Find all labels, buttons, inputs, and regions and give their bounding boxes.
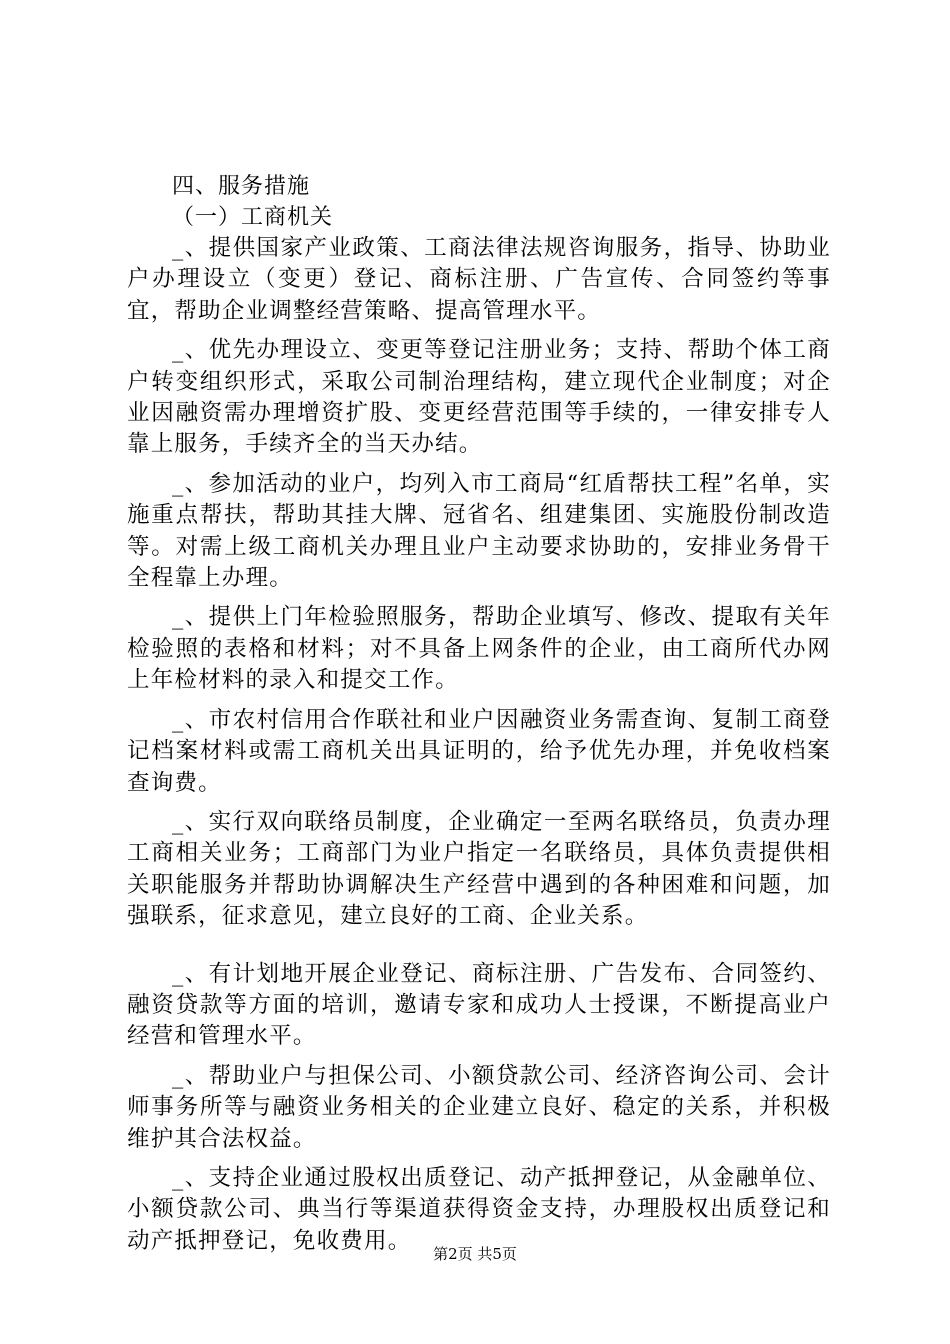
page-number-footer: 第2页 共5页 xyxy=(433,1245,517,1263)
sub-heading: （一）工商机关 xyxy=(172,205,334,230)
paragraph-8: _、帮助业户与担保公司、小额贷款公司、经济咨询公司、会计师事务所等与融资业务相关的企业建立良好、稳定的关系，并积极维护其合法权益。 xyxy=(127,1062,831,1152)
paragraph-9: _、支持企业通过股权出质登记、动产抵押登记，从金融单位、小额贷款公司、典当行等渠道获得资金支持，办理股权出质登记和动产抵押登记，免收费用。 xyxy=(127,1164,831,1254)
paragraph-6: _、实行双向联络员制度，企业确定一至两名联络员，负责办理工商相关业务；工商部门为业户指定一名联络员，具体负责提供相关职能服务并帮助协调解决生产经营中遇到的各种困难和问题，加强联系，征求意见，建立良好的工商、企业关系。 xyxy=(127,808,831,930)
paragraph-3: _、参加活动的业户，均列入市工商局“红盾帮扶工程”名单，实施重点帮扶，帮助其挂大牌、冠省名、组建集团、实施股份制改造等。对需上级工商机关办理且业户主动要求协助的，安排业务骨干全程靠上办理。 xyxy=(127,470,831,592)
section-heading: 四、服务措施 xyxy=(172,174,311,199)
paragraph-2: _、优先办理设立、变更等登记注册业务；支持、帮助个体工商户转变组织形式，采取公司制治理结构，建立现代企业制度；对企业因融资需办理增资扩股、变更经营范围等手续的，一律安排专人靠上服务，手续齐全的当天办结。 xyxy=(127,337,831,458)
paragraph-1: _、提供国家产业政策、工商法律法规咨询服务，指导、协助业户办理设立（变更）登记、商标注册、广告宣传、合同签约等事宜，帮助企业调整经营策略、提高管理水平。 xyxy=(127,235,831,324)
paragraph-5: _、市农村信用合作联社和业户因融资业务需查询、复制工商登记档案材料或需工商机关出具证明的，给予优先办理，并免收档案查询费。 xyxy=(127,706,831,796)
document-body xyxy=(127,171,831,1265)
paragraph-7: _、有计划地开展企业登记、商标注册、广告发布、合同签约、融资贷款等方面的培训，邀请专家和成功人士授课，不断提高业户经营和管理水平。 xyxy=(127,960,831,1050)
paragraph-4: _、提供上门年检验照服务，帮助企业填写、修改、提取有关年检验照的表格和材料；对不具备上网条件的企业，由工商所代办网上年检材料的录入和提交工作。 xyxy=(127,604,831,694)
